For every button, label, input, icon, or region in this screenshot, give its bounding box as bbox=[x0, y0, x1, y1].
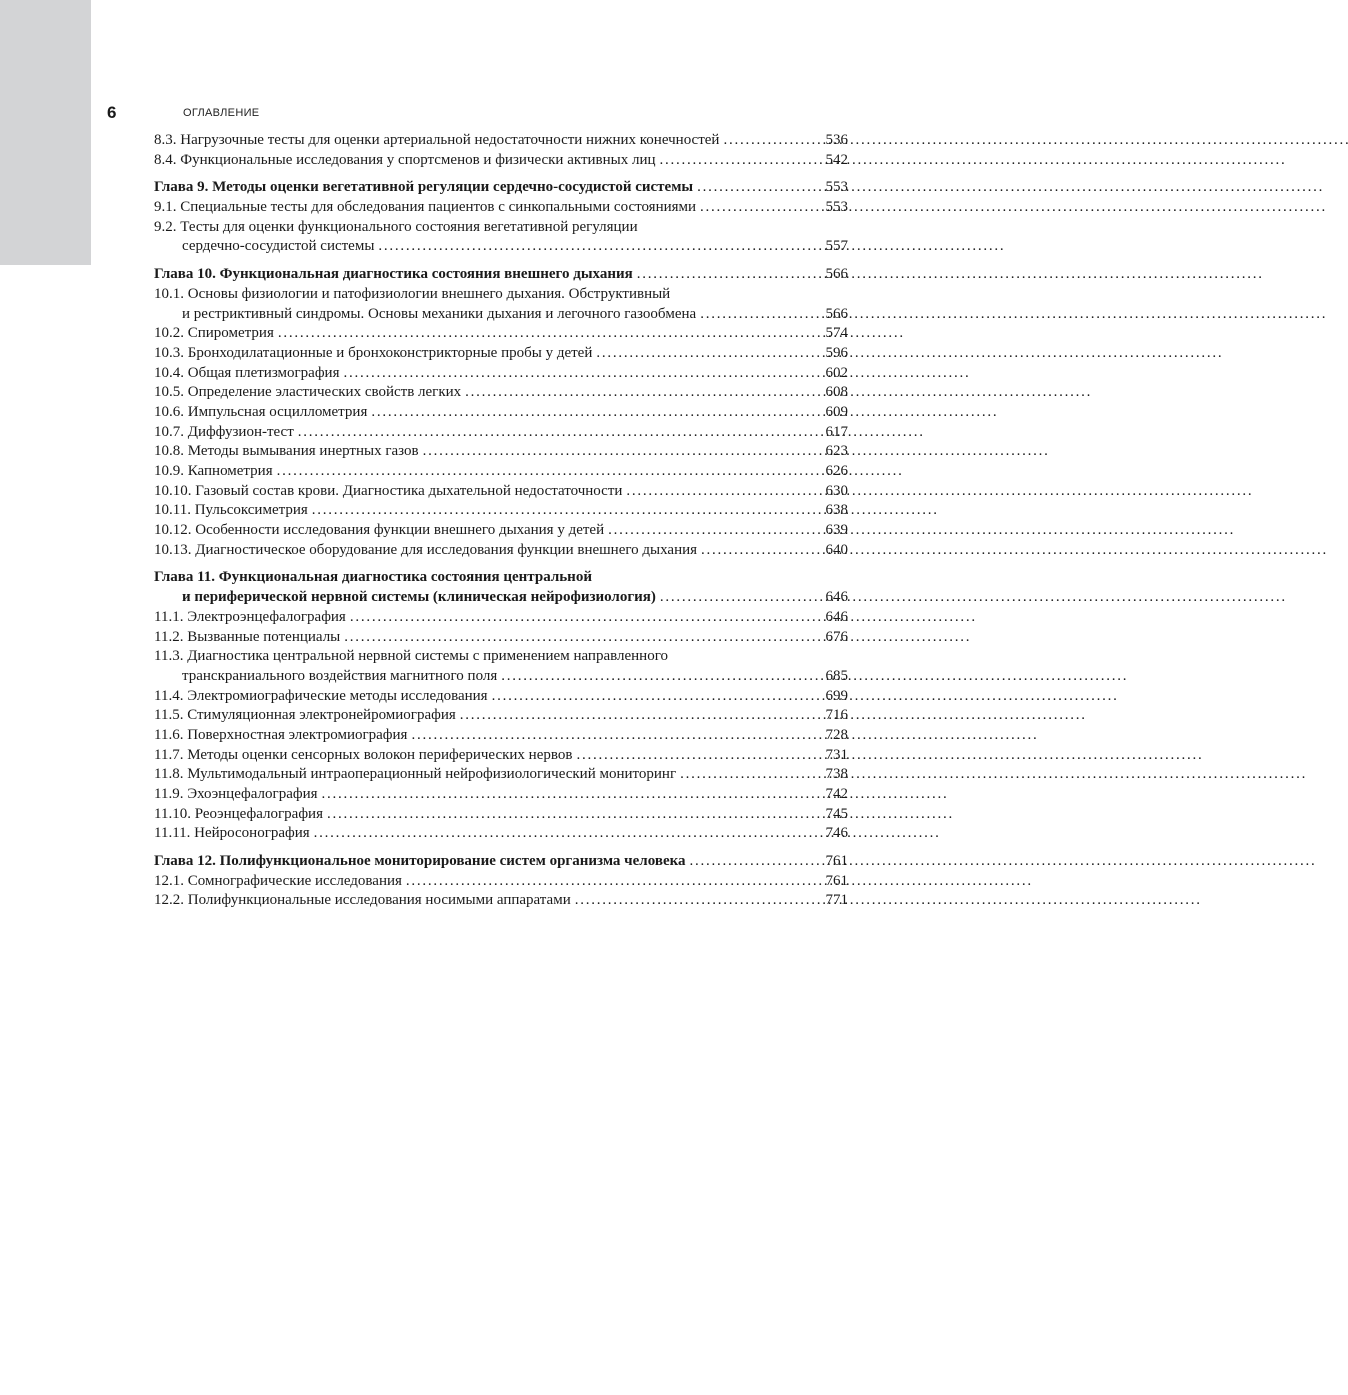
toc-entry-title: сердечно-сосудистой системы bbox=[182, 238, 375, 255]
dot-leader bbox=[723, 131, 814, 151]
dot-leader bbox=[344, 628, 814, 648]
toc-entry-page: 731 bbox=[825, 746, 848, 763]
toc-entry-page: 609 bbox=[825, 403, 848, 420]
toc-entry[interactable] bbox=[154, 628, 848, 648]
toc-entry[interactable] bbox=[154, 403, 848, 423]
dot-leader bbox=[501, 667, 814, 687]
toc-entry-page: 557 bbox=[825, 238, 848, 255]
toc-entry[interactable] bbox=[154, 364, 848, 384]
toc-entry[interactable] bbox=[154, 608, 848, 628]
toc-entry-page: 630 bbox=[825, 482, 848, 499]
toc-entry-page: 608 bbox=[825, 384, 848, 401]
toc-entry-page: 676 bbox=[825, 628, 848, 645]
chapter-page: 761 bbox=[825, 853, 848, 870]
chapter-spacer bbox=[154, 844, 848, 852]
toc-entry[interactable] bbox=[154, 805, 848, 825]
dot-leader bbox=[700, 198, 814, 218]
chapter-title: Глава 12. Полифункциональное мониторирование систем организма человека bbox=[154, 853, 686, 870]
toc-entry-title: 10.9. Капнометрия bbox=[154, 463, 273, 479]
dot-leader bbox=[371, 403, 814, 423]
toc-entry-page: 639 bbox=[825, 522, 848, 539]
toc-chapter-9[interactable] bbox=[154, 178, 848, 198]
toc-entry-page: 716 bbox=[825, 707, 848, 724]
dot-leader bbox=[690, 852, 814, 872]
toc-entry[interactable] bbox=[154, 501, 848, 521]
toc-entry[interactable] bbox=[154, 765, 848, 785]
toc-entry-title: 10.3. Бронходилатационные и бронхоконстрикторные пробы у детей bbox=[154, 344, 593, 361]
toc-entry-page: 742 bbox=[825, 786, 848, 802]
toc-entry-title: 10.7. Диффузион-тест bbox=[154, 423, 294, 440]
toc-entry-title: 10.2. Спирометрия bbox=[154, 325, 274, 342]
dot-leader bbox=[637, 265, 814, 285]
toc-entry-page: 771 bbox=[825, 892, 848, 909]
toc-entry-page: 638 bbox=[825, 502, 848, 519]
dot-leader bbox=[278, 324, 814, 344]
toc-entry[interactable] bbox=[154, 891, 848, 911]
toc-entry-page: 646 bbox=[825, 608, 848, 625]
toc-chapter-12[interactable] bbox=[154, 852, 848, 872]
toc-entry-title: 10.13. Диагностическое оборудование для исследования функции внешнего дыхания bbox=[154, 541, 698, 558]
dot-leader bbox=[298, 423, 814, 443]
toc-entry[interactable] bbox=[154, 462, 848, 482]
toc-entry-page: 623 bbox=[825, 443, 848, 460]
toc-entry-title: 8.4. Функциональные исследования у спортсменов и физически активных лиц bbox=[154, 151, 656, 168]
toc-entry-title: 8.3. Нагрузочные тесты для оценки артериальной недостаточности нижних конечностей bbox=[154, 132, 720, 148]
chapter-spacer bbox=[154, 560, 848, 568]
chapter-page: 553 bbox=[825, 179, 848, 196]
dot-leader bbox=[608, 521, 814, 541]
toc-entry-title: 11.10. Реоэнцефалография bbox=[154, 805, 323, 822]
dot-leader bbox=[492, 687, 814, 707]
toc-entry-page: 626 bbox=[825, 463, 848, 479]
toc-chapter-11[interactable] bbox=[154, 588, 848, 608]
table-of-contents bbox=[154, 131, 848, 911]
toc-entry[interactable] bbox=[154, 423, 848, 443]
dot-leader bbox=[378, 237, 814, 257]
toc-entry[interactable] bbox=[154, 687, 848, 707]
toc-entry-page: 542 bbox=[825, 151, 848, 168]
toc-entry-title: 11.6. Поверхностная электромиография bbox=[154, 726, 408, 743]
toc-chapter-10[interactable] bbox=[154, 265, 848, 285]
toc-entry-title: 11.7. Методы оценки сенсорных волокон периферических нервов bbox=[154, 746, 573, 763]
toc-entry-title: 11.3. Диагностика центральной нервной системы с применением направленного bbox=[154, 648, 668, 665]
toc-entry-first-line[interactable] bbox=[154, 647, 848, 667]
toc-entry-title: 12.2. Полифункциональные исследования носимыми аппаратами bbox=[154, 892, 571, 909]
toc-entry[interactable] bbox=[154, 344, 848, 364]
dot-leader bbox=[697, 178, 814, 198]
toc-entry[interactable] bbox=[154, 151, 848, 171]
toc-entry[interactable] bbox=[154, 785, 848, 805]
toc-entry[interactable] bbox=[154, 442, 848, 462]
toc-entry-title: и рестриктивный синдромы. Основы механики дыхания и легочного газообмена bbox=[182, 305, 697, 322]
toc-entry-continuation[interactable] bbox=[154, 305, 848, 325]
chapter-page: 646 bbox=[825, 589, 848, 606]
dot-leader bbox=[680, 765, 814, 785]
dot-leader bbox=[350, 608, 814, 628]
dot-leader bbox=[596, 344, 814, 364]
dot-leader bbox=[322, 785, 815, 805]
toc-entry[interactable] bbox=[154, 706, 848, 726]
dot-leader bbox=[660, 588, 814, 608]
toc-entry-title: 12.1. Сомнографические исследования bbox=[154, 872, 402, 889]
toc-entry[interactable] bbox=[154, 324, 848, 344]
toc-entry[interactable] bbox=[154, 383, 848, 403]
toc-entry[interactable] bbox=[154, 198, 848, 218]
toc-entry[interactable] bbox=[154, 824, 848, 844]
dot-leader bbox=[575, 891, 814, 911]
toc-entry-title: 10.12. Особенности исследования функции внешнего дыхания у детей bbox=[154, 522, 605, 539]
toc-entry-page: 574 bbox=[825, 325, 848, 342]
toc-entry-title: 10.1. Основы физиологии и патофизиологии внешнего дыхания. Обструктивный bbox=[154, 285, 671, 302]
chapter-spacer bbox=[154, 170, 848, 178]
toc-chapter-11-first-line[interactable] bbox=[154, 568, 848, 588]
toc-entry-title: 10.4. Общая плетизмография bbox=[154, 364, 340, 381]
toc-entry-title: 11.11. Нейросонография bbox=[154, 825, 310, 842]
toc-entry-page: 536 bbox=[825, 132, 848, 148]
toc-entry-page: 746 bbox=[825, 825, 848, 842]
chapter-spacer bbox=[154, 257, 848, 265]
toc-entry[interactable] bbox=[154, 726, 848, 746]
chapter-page: 566 bbox=[825, 266, 848, 283]
toc-entry-title: 11.2. Вызванные потенциалы bbox=[154, 628, 341, 645]
toc-entry-page: 617 bbox=[825, 423, 848, 440]
toc-entry-continuation[interactable] bbox=[154, 237, 848, 257]
dot-leader bbox=[423, 442, 814, 462]
dot-leader bbox=[277, 462, 814, 482]
toc-entry-title: 10.10. Газовый состав крови. Диагностика дыхательной недостаточности bbox=[154, 482, 623, 499]
toc-entry-title: 11.5. Стимуляционная электронейромиография bbox=[154, 707, 456, 724]
toc-entry[interactable] bbox=[154, 131, 848, 151]
dot-leader bbox=[660, 151, 814, 171]
dot-leader bbox=[312, 501, 814, 521]
chapter-title: Глава 10. Функциональная диагностика состояния внешнего дыхания bbox=[154, 266, 633, 283]
dot-leader bbox=[626, 482, 814, 502]
chapter-title: и периферической нервной системы (клиническая нейрофизиология) bbox=[182, 589, 656, 606]
dot-leader bbox=[314, 824, 814, 844]
toc-entry[interactable] bbox=[154, 746, 848, 766]
toc-entry-page: 745 bbox=[825, 805, 848, 822]
toc-entry-title: 11.9. Эхоэнцефалография bbox=[154, 786, 318, 802]
toc-entry-page: 685 bbox=[825, 667, 848, 684]
dot-leader bbox=[344, 364, 815, 384]
toc-entry-page: 602 bbox=[825, 364, 848, 381]
toc-entry-page: 761 bbox=[825, 872, 848, 889]
chapter-title: Глава 11. Функциональная диагностика состояния центральной bbox=[154, 569, 592, 586]
dot-leader bbox=[406, 872, 814, 892]
toc-entry-title: транскраниального воздействия магнитного поля bbox=[182, 667, 498, 684]
dot-leader bbox=[327, 805, 814, 825]
dot-leader bbox=[701, 541, 814, 561]
page-number: 6 bbox=[107, 103, 117, 122]
toc-entry-title: 9.2. Тесты для оценки функционального состояния вегетативной регуляции bbox=[154, 218, 638, 235]
toc-entry-title: 10.11. Пульсоксиметрия bbox=[154, 502, 308, 519]
dot-leader bbox=[411, 726, 814, 746]
toc-entry-title: 10.5. Определение эластических свойств легких bbox=[154, 384, 462, 401]
toc-entry-page: 728 bbox=[825, 726, 848, 743]
toc-entry-title: 11.1. Электроэнцефалография bbox=[154, 608, 346, 625]
toc-entry[interactable] bbox=[154, 872, 848, 892]
toc-entry-continuation[interactable] bbox=[154, 667, 848, 687]
toc-entry-page: 553 bbox=[825, 199, 848, 216]
toc-entry[interactable] bbox=[154, 541, 848, 561]
dot-leader bbox=[576, 746, 814, 766]
toc-entry-page: 566 bbox=[825, 305, 848, 322]
dot-leader bbox=[460, 706, 814, 726]
toc-entry-page: 699 bbox=[825, 687, 848, 704]
toc-entry[interactable] bbox=[154, 521, 848, 541]
toc-entry-first-line[interactable] bbox=[154, 218, 848, 238]
toc-entry-page: 640 bbox=[825, 541, 848, 558]
page-side-tab bbox=[0, 0, 91, 265]
dot-leader bbox=[465, 383, 814, 403]
toc-entry-page: 738 bbox=[825, 766, 848, 783]
chapter-title: Глава 9. Методы оценки вегетативной регуляции сердечно-сосудистой системы bbox=[154, 179, 694, 196]
toc-entry-title: 10.6. Импульсная осциллометрия bbox=[154, 403, 368, 420]
toc-entry-title: 9.1. Специальные тесты для обследования пациентов с синкопальными состояниями bbox=[154, 199, 697, 216]
toc-entry-title: 11.8. Мультимодальный интраоперационный нейрофизиологический мониторинг bbox=[154, 766, 677, 783]
toc-entry-title: 11.4. Электромиографические методы исследования bbox=[154, 687, 488, 704]
toc-entry-title: 10.8. Методы вымывания инертных газов bbox=[154, 443, 419, 460]
dot-leader bbox=[700, 305, 814, 325]
toc-entry[interactable] bbox=[154, 482, 848, 502]
toc-entry-first-line[interactable] bbox=[154, 285, 848, 305]
toc-entry-page: 596 bbox=[825, 344, 848, 361]
running-head: ОГЛАВЛЕНИЕ bbox=[183, 107, 260, 119]
